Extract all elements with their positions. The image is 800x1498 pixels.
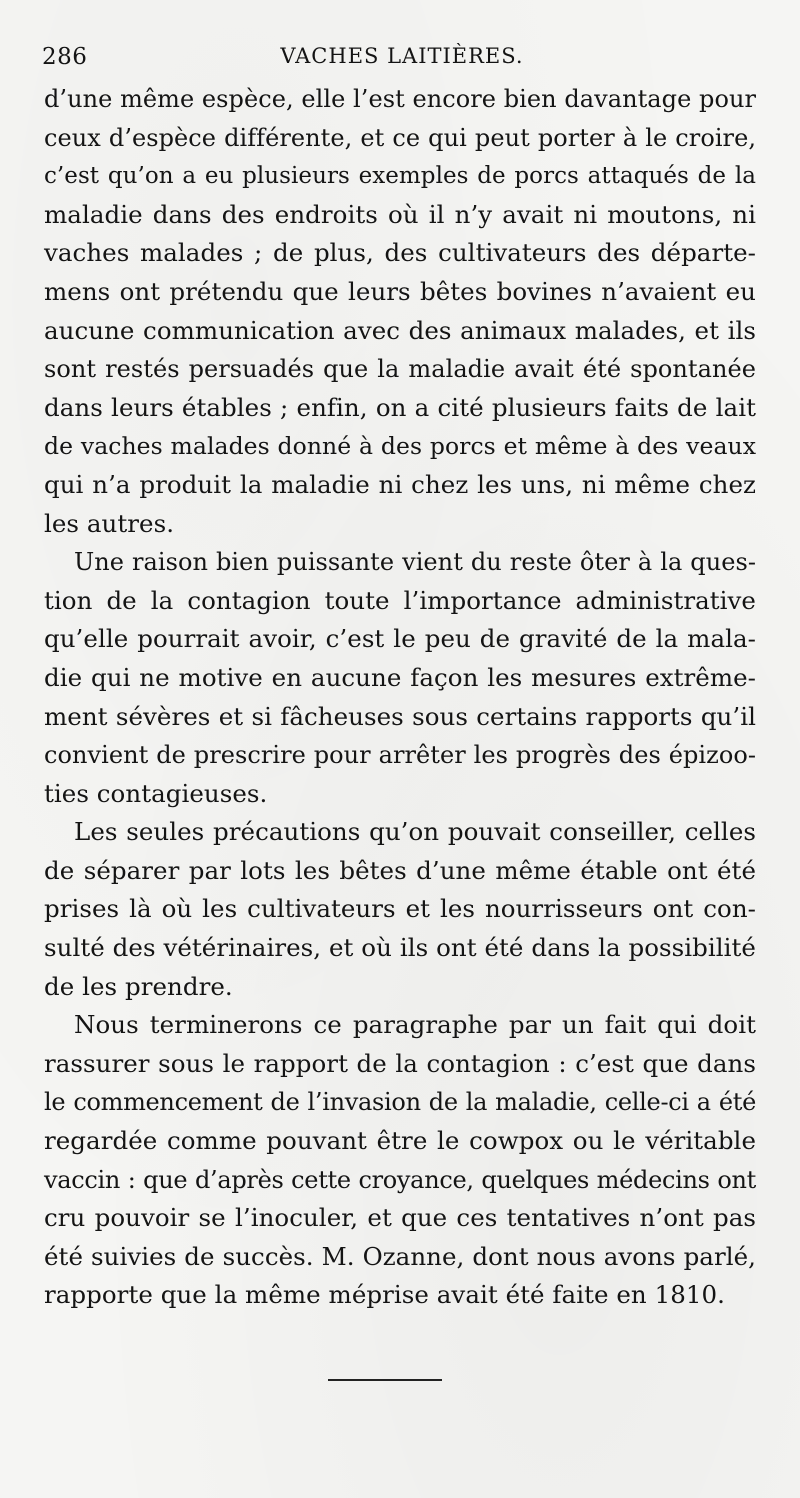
text-line: sont restés persuadés que la maladie avait été spontanée (44, 355, 756, 384)
text-line: de vaches malades donné à des porcs et même à des veaux (44, 432, 756, 461)
text-line: le commencement de l’invasion de la maladie, celle-ci a été (44, 1088, 756, 1117)
text-line: de séparer par lots les bêtes d’une même étable ont été (44, 855, 756, 885)
text-line: die qui ne motive en aucune façon les mesures extrême- (44, 662, 756, 692)
text-line: ment sévères et si fâcheuses sous certains rapports qu’il (44, 701, 756, 731)
text-line: Les seules précautions qu’on pouvait conseiller, celles (74, 817, 756, 847)
text-line: aucune communication avec des animaux malades, et ils (44, 315, 756, 345)
text-line: d’une même espèce, elle l’est encore bien davantage pour (44, 85, 756, 113)
text-line: c’est qu’on a eu plusieurs exemples de porcs attaqués de la (44, 163, 756, 190)
text-line: Une raison bien puissante vient du reste ôter à la ques- (74, 548, 756, 577)
text-line: regardée comme pouvant être le cowpox ou le véritable (44, 1126, 756, 1156)
text-line: vaccin : que d’après cette croyance, quelques médecins ont (44, 1165, 756, 1194)
text-line: mens ont prétendu que leurs bêtes bovines n’avaient eu (44, 276, 756, 306)
text-line: maladie dans des endroits où il n’y avait ni moutons, ni (44, 199, 756, 229)
body-text (44, 80, 756, 1315)
text-line: ceux d’espèce différente, et ce qui peut porter à le croire, (44, 123, 756, 152)
text-line: rapporte que la même méprise avait été faite en 1810. (44, 1280, 725, 1310)
text-line: dans leurs étables ; enfin, on a cité plusieurs faits de lait (44, 392, 756, 422)
text-line: Nous terminerons ce paragraphe par un fait qui doit (74, 1010, 756, 1040)
text-line: rassurer sous le rapport de la contagion : c’est que dans (44, 1048, 756, 1078)
page-header (42, 40, 762, 74)
text-line: qui n’a produit la maladie ni chez les uns, ni même chez (44, 469, 756, 499)
text-line: convient de prescrire pour arrêter les progrès des épizoo- (44, 741, 756, 770)
text-line: été suivies de succès. M. Ozanne, dont nous avons parlé, (44, 1241, 756, 1271)
page-number: 286 (42, 44, 88, 70)
text-line: vaches malades ; de plus, des cultivateurs des départe- (44, 238, 756, 268)
text-line: ties contagieuses. (44, 778, 268, 808)
text-line: tion de la contagion toute l’importance administrative (44, 585, 756, 615)
text-line: qu’elle pourrait avoir, c’est le peu de gravité de la mala- (44, 624, 756, 654)
text-line: les autres. (44, 508, 175, 538)
running-head: VACHES LAITIÈRES. (280, 44, 524, 68)
text-line: cru pouvoir se l’inoculer, et que ces tentatives n’ont pas (44, 1203, 756, 1233)
section-divider-rule (328, 1379, 442, 1381)
text-line: sulté des vétérinaires, et où ils ont été dans la possibilité (44, 933, 756, 963)
text-line: de les prendre. (44, 971, 233, 1001)
text-line: prises là où les cultivateurs et les nourrisseurs ont con- (44, 894, 756, 924)
